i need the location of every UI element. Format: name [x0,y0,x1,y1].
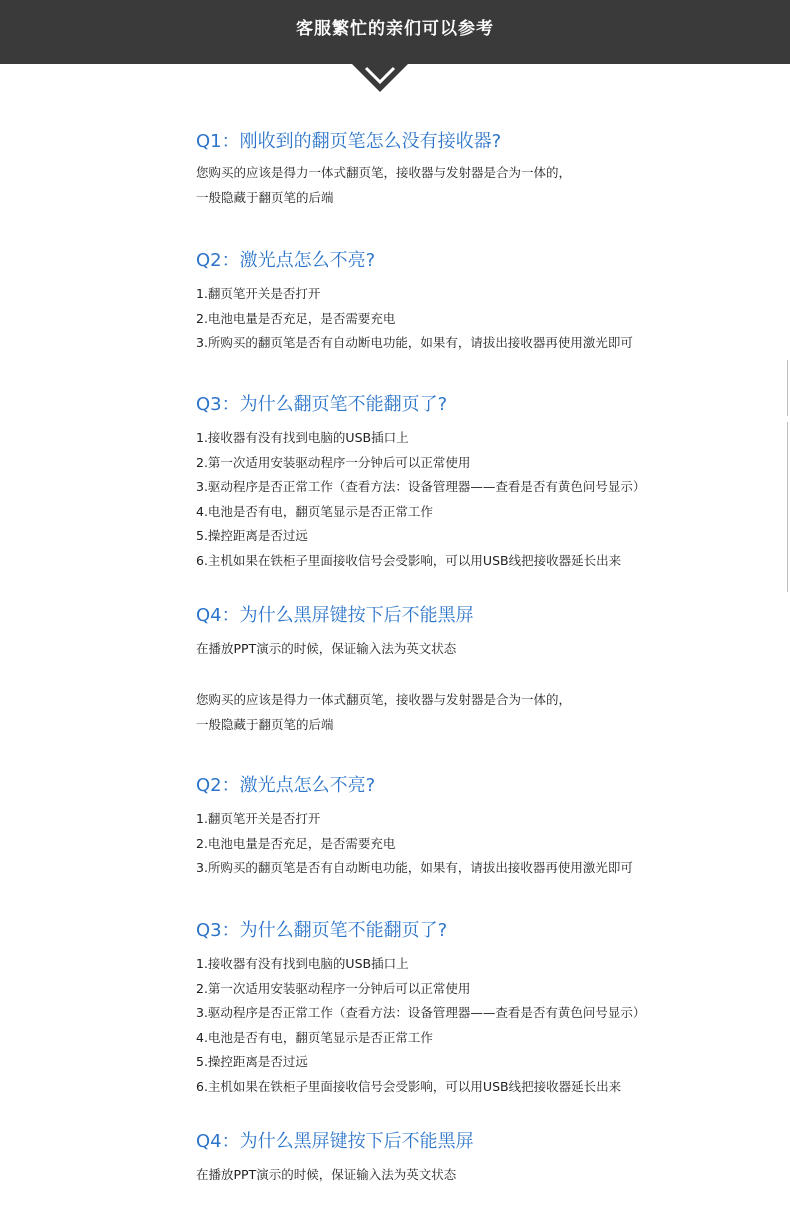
faq-q4-repeat [196,1129,756,1188]
faq-question: Q3：为什么翻页笔不能翻页了? [196,394,448,415]
faq-answer-line: 6.主机如果在铁柜子里面接收信号会受影响，可以用USB线把接收器延长出来 [196,552,622,568]
faq-answer-line: 2.第一次适用安装驱动程序一分钟后可以正常使用 [196,454,471,470]
faq-answer-line: 1.翻页笔开关是否打开 [196,811,321,826]
faq-question: Q2：激光点怎么不亮? [196,775,376,796]
faq-answer-line: 3.驱动程序是否正常工作（查看方法：设备管理器——查看是否有黄色问号显示） [196,479,646,494]
faq-q2-repeat [196,773,756,881]
faq-answer-line: 5.操控距离是否过远 [196,528,308,543]
edge-line [787,360,788,416]
header-title: 客服繁忙的亲们可以参考 [296,19,494,39]
faq-q3-repeat [196,918,756,1099]
faq-answer-line: 5.操控距离是否过远 [196,1054,308,1069]
faq-question: Q4：为什么黑屏键按下后不能黑屏 [196,1131,474,1152]
faq-answer-line: 1.接收器有没有找到电脑的USB插口上 [196,956,409,971]
faq-q4 [196,603,756,662]
faq-answer-line: 6.主机如果在铁柜子里面接收信号会受影响，可以用USB线把接收器延长出来 [196,1078,622,1094]
faq-answer-line: 3.所购买的翻页笔是否有自动断电功能，如果有，请拔出接收器再使用激光即可 [196,335,633,350]
faq-answer-line: 您购买的应该是得力一体式翻页笔，接收器与发射器是合为一体的， [196,692,572,707]
faq-question: Q1：刚收到的翻页笔怎么没有接收器? [196,131,502,152]
faq-answer-line: 一般隐藏于翻页笔的后端 [196,716,334,732]
faq-answer-line: 3.驱动程序是否正常工作（查看方法：设备管理器——查看是否有黄色问号显示） [196,1005,646,1020]
faq-answer-repeat [196,688,756,737]
faq-answer-line: 4.电池是否有电，翻页笔显示是否正常工作 [196,1029,433,1045]
faq-answer-line: 2.电池电量是否充足，是否需要充电 [196,310,396,326]
faq-answer-line: 一般隐藏于翻页笔的后端 [196,189,334,205]
faq-answer-line: 4.电池是否有电，翻页笔显示是否正常工作 [196,503,433,519]
faq-q2 [196,248,756,356]
chevron-down-icon [350,62,410,98]
faq-answer-line: 2.第一次适用安装驱动程序一分钟后可以正常使用 [196,980,471,996]
faq-answer-line: 您购买的应该是得力一体式翻页笔，接收器与发射器是合为一体的， [196,165,572,180]
faq-question: Q3：为什么翻页笔不能翻页了? [196,920,448,941]
faq-answer-line: 3.所购买的翻页笔是否有自动断电功能，如果有，请拔出接收器再使用激光即可 [196,860,633,875]
faq-question: Q2：激光点怎么不亮? [196,250,376,271]
faq-q3 [196,392,756,573]
faq-answer-line: 2.电池电量是否充足，是否需要充电 [196,835,396,851]
edge-line [787,422,788,592]
faq-answer-line: 在播放PPT演示的时候，保证输入法为英文状态 [196,641,457,656]
page-header [0,0,790,64]
faq-answer-line: 在播放PPT演示的时候，保证输入法为英文状态 [196,1167,457,1182]
faq-question: Q4：为什么黑屏键按下后不能黑屏 [196,605,474,626]
faq-q1 [196,129,756,210]
faq-answer-line: 1.接收器有没有找到电脑的USB插口上 [196,430,409,445]
faq-answer-line: 1.翻页笔开关是否打开 [196,286,321,301]
